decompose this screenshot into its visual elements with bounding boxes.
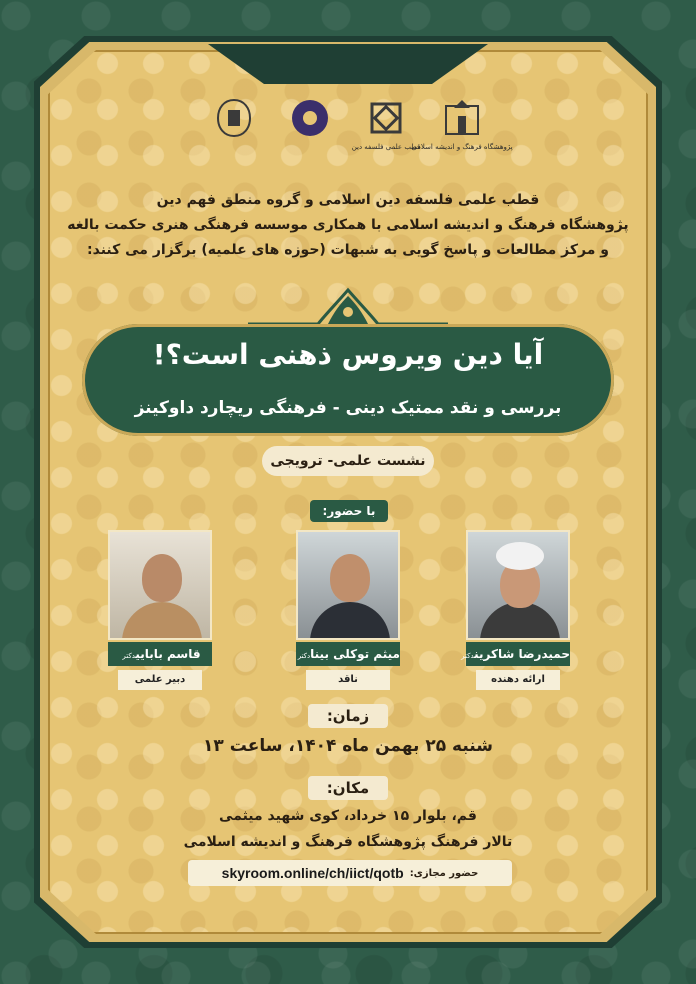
poster-panel xyxy=(48,50,648,934)
online-attendance xyxy=(188,860,512,886)
speaker-name-band xyxy=(108,642,212,666)
speaker-name: میثم توکلی بینا xyxy=(310,647,400,661)
institute-logo-icon xyxy=(440,96,484,140)
time-label: زمان: xyxy=(308,704,388,728)
logo xyxy=(351,96,421,166)
online-label: حضور مجازی: xyxy=(409,867,479,879)
speaker-name-band xyxy=(461,642,570,666)
speaker-title: دکتر xyxy=(461,652,475,660)
intro-text xyxy=(40,188,656,263)
intro-line: قطب علمی فلسفه دین اسلامی و گروه منطق فهم دین xyxy=(156,192,540,208)
speaker-photo xyxy=(296,530,400,640)
with-label: با حضور: xyxy=(310,500,388,522)
page-subtitle: بررسی و نقد ممتیک دینی - فرهنگی ریچارد داوکینز xyxy=(134,398,562,418)
place-venue: تالار فرهنگ پژوهشگاه فرهنگ و اندیشه اسلامی xyxy=(183,834,513,850)
logo xyxy=(281,96,339,166)
speaker-role: ارائه دهنده xyxy=(476,670,560,690)
intro-line: و مرکز مطالعات و پاسخ گویی به شبهات (حوزه های علمیه) برگزار می کنند: xyxy=(87,242,609,258)
page-title: آیا دین ویروس ذهنی است؟! xyxy=(152,338,544,371)
logo xyxy=(205,96,263,166)
logo-caption: قطب علمی فلسفه دین xyxy=(351,143,421,151)
logo xyxy=(411,96,513,166)
speaker-name-band xyxy=(296,642,400,666)
seal-logo-icon xyxy=(212,96,256,140)
event-date: شنبه ۲۵ بهمن ماه ۱۴۰۴، ساعت ۱۳ xyxy=(203,736,493,756)
logo-caption: پژوهشگاه فرهنگ و اندیشه اسلامی xyxy=(411,143,513,151)
speaker-role: دبیر علمی xyxy=(118,670,202,690)
speaker-name: حمیدرضا شاکرین xyxy=(474,647,570,661)
intro-line: پژوهشگاه فرهنگ و اندیشه اسلامی با همکاری موسسه فرهنگی هنری حکمت بالغه xyxy=(67,217,629,233)
speaker-card xyxy=(108,530,212,690)
session-type-badge: نشست علمی- ترویجی xyxy=(262,446,434,476)
logo-row xyxy=(0,96,696,166)
speaker-title: دکتر xyxy=(122,652,136,660)
dome-ornament-icon xyxy=(248,284,448,326)
flower-logo-icon xyxy=(288,96,332,140)
speaker-card xyxy=(461,530,570,690)
speaker-card xyxy=(296,530,400,690)
place-address: قم، بلوار ۱۵ خرداد، کوی شهید میثمی xyxy=(219,808,477,824)
speaker-role: ناقد xyxy=(306,670,390,690)
speaker-photo xyxy=(466,530,570,640)
knot-logo-icon xyxy=(364,96,408,140)
speaker-title: دکتر xyxy=(297,652,311,660)
place-label: مکان: xyxy=(308,776,388,800)
speaker-name: قاسم بابایی xyxy=(135,647,201,661)
speaker-photo xyxy=(108,530,212,640)
online-link[interactable]: skyroom.online/ch/iict/qotb xyxy=(221,865,404,881)
